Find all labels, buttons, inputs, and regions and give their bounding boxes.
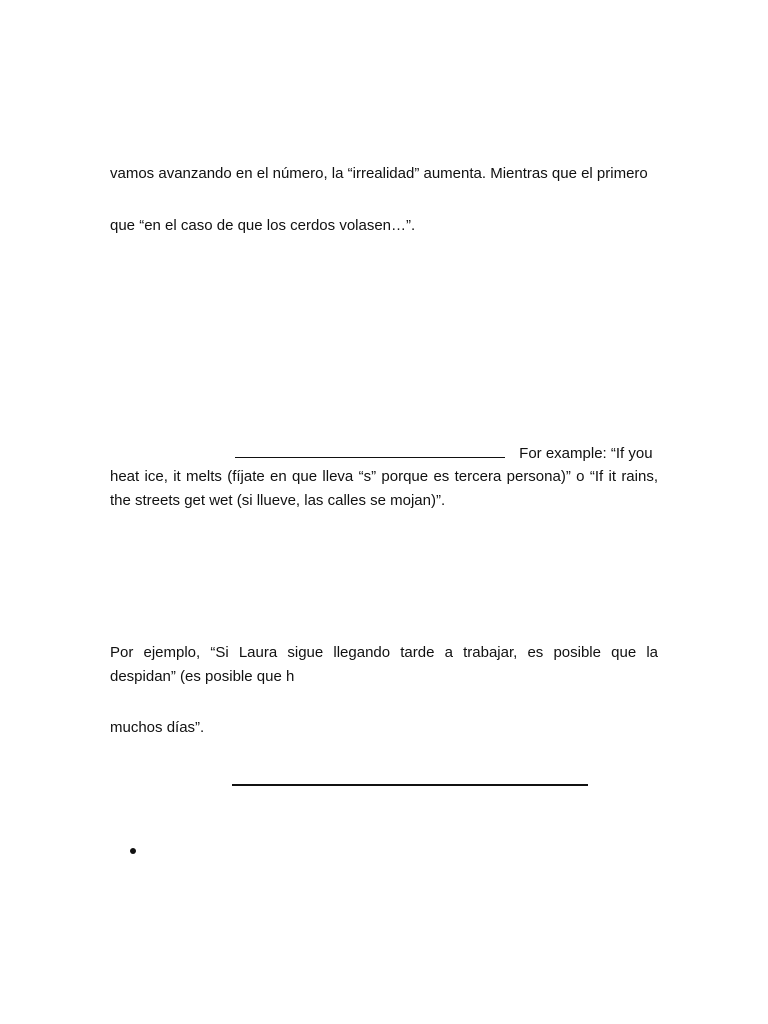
paragraph-1-line-1: vamos avanzando en el número, la “irrealidad” aumenta. Mientras que el primero (110, 165, 648, 182)
paragraph-3-line-3: muchos días”. (110, 719, 205, 736)
paragraph-3-line-2: despidan” (es posible que h (110, 668, 295, 685)
paragraph-1-line-2: que “en el caso de que los cerdos volasen…”. (110, 217, 416, 234)
bullet-icon (130, 848, 136, 854)
fill-in-blank (235, 442, 505, 458)
paragraph-2-line-1-text: For example: “If you (519, 445, 653, 462)
paragraph-2-line-1 (235, 442, 653, 463)
paragraph-2-line-2: heat ice, it melts (fíjate en que lleva “s” porque es tercera persona)” o “If it rains, (110, 468, 658, 485)
paragraph-2-line-3: the streets get wet (si llueve, las calles se mojan)”. (110, 492, 446, 509)
horizontal-rule (232, 784, 588, 786)
paragraph-3-line-1: Por ejemplo, “Si Laura sigue llegando tarde a trabajar, es posible que la (110, 644, 658, 661)
